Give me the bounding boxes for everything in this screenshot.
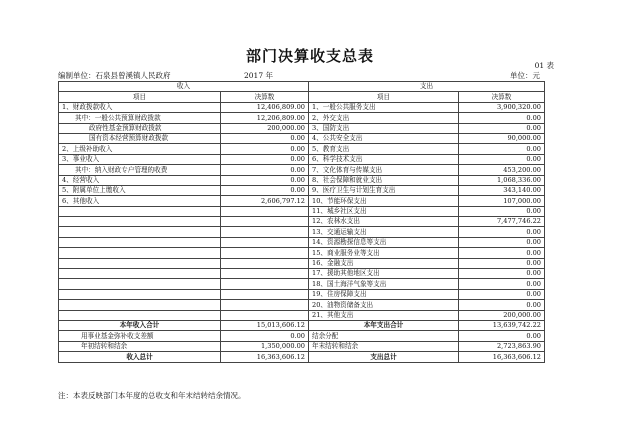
expense-item-cell: 9、医疗卫生与计划生育支出	[309, 185, 459, 195]
expense-total-amount: 16,363,606.12	[459, 352, 545, 362]
table-row	[59, 206, 545, 216]
income-amount-cell: 0.00	[221, 175, 309, 185]
income-item-cell: 2、上级补助收入	[59, 144, 221, 154]
income-amount-cell: 0.00	[221, 185, 309, 195]
income-item-cell	[59, 310, 221, 320]
expense-amount-cell: 90,000.00	[459, 133, 545, 143]
expense-amount-header: 决算数	[459, 92, 545, 102]
income-item-cell	[59, 237, 221, 247]
income-item-cell: 3、事业收入	[59, 154, 221, 164]
income-item-cell	[59, 206, 221, 216]
expense-item-cell: 14、资源勘探信息等支出	[309, 237, 459, 247]
income-item-header: 项目	[59, 92, 221, 102]
fiscal-year: 2017 年	[244, 71, 273, 80]
table-row	[59, 165, 545, 175]
expense-item-cell: 7、文化体育与传媒支出	[309, 165, 459, 175]
year-expense-total-label: 本年支出合计	[309, 320, 459, 330]
expense-amount-cell: 343,140.00	[459, 185, 545, 195]
expense-item-cell: 2、外交支出	[309, 113, 459, 123]
expense-item-cell: 3、国防支出	[309, 123, 459, 133]
expense-item-header: 项目	[309, 92, 459, 102]
expense-amount-cell: 0.00	[459, 154, 545, 164]
table-row	[59, 144, 545, 154]
table-row	[59, 123, 545, 133]
expense-item-cell: 16、金融支出	[309, 258, 459, 268]
end-balance-amount: 2,723,863.90	[459, 341, 545, 351]
expense-item-cell: 11、城乡社区支出	[309, 206, 459, 216]
table-row	[59, 217, 545, 227]
begin-balance-label: 年初结转和结余	[59, 341, 221, 351]
fund-gap-label: 用事业基金弥补收支差额	[59, 331, 221, 341]
year-income-total-label: 本年收入合计	[59, 320, 221, 330]
expense-item-cell: 6、科学技术支出	[309, 154, 459, 164]
column-header-row	[59, 92, 545, 102]
income-amount-cell: 0.00	[221, 154, 309, 164]
income-item-cell	[59, 289, 221, 299]
income-amount-header: 决算数	[221, 92, 309, 102]
table-row	[59, 102, 545, 112]
expense-amount-cell: 7,477,746.22	[459, 217, 545, 227]
income-amount-cell	[221, 206, 309, 216]
expense-item-cell: 4、公共安全支出	[309, 133, 459, 143]
income-item-cell	[59, 269, 221, 279]
table-row	[59, 175, 545, 185]
income-item-cell: 6、其他收入	[59, 196, 221, 206]
surplus-dist-amount: 0.00	[459, 331, 545, 341]
table-footer	[59, 320, 545, 362]
income-amount-cell: 2,606,797.12	[221, 196, 309, 206]
table-row	[59, 154, 545, 164]
footnote: 注：本表反映部门本年度的总收支和年末结转结余情况。	[58, 391, 246, 400]
table-row	[59, 227, 545, 237]
income-item-cell: 政府性基金预算财政拨款	[59, 123, 221, 133]
table-row	[59, 133, 545, 143]
expense-amount-cell: 3,900,320.00	[459, 102, 545, 112]
expense-amount-cell: 0.00	[459, 258, 545, 268]
grand-total-row	[59, 352, 545, 362]
expense-item-cell: 5、教育支出	[309, 144, 459, 154]
income-total-amount: 16,363,606.12	[221, 352, 309, 362]
income-item-cell: 1、财政拨款收入	[59, 102, 221, 112]
end-balance-label: 年末结转和结余	[309, 341, 459, 351]
fund-gap-amount: 0.00	[221, 331, 309, 341]
table-row	[59, 279, 545, 289]
income-amount-cell	[221, 258, 309, 268]
expense-item-cell: 19、住房保障支出	[309, 289, 459, 299]
expense-amount-cell: 0.00	[459, 113, 545, 123]
expense-item-cell: 20、油物资储备支出	[309, 300, 459, 310]
income-amount-cell: 0.00	[221, 133, 309, 143]
expense-amount-cell: 0.00	[459, 206, 545, 216]
year-total-row	[59, 320, 545, 330]
surplus-dist-label: 结余分配	[309, 331, 459, 341]
table-number: 01 表	[534, 61, 554, 70]
expense-amount-cell: 200,000.00	[459, 310, 545, 320]
income-item-cell	[59, 258, 221, 268]
fund-gap-row	[59, 331, 545, 341]
expense-amount-cell: 0.00	[459, 289, 545, 299]
income-amount-cell: 200,000.00	[221, 123, 309, 133]
income-item-cell: 国有资本经营预算财政拨款	[59, 133, 221, 143]
table-row	[59, 185, 545, 195]
budget-summary-table	[58, 81, 545, 363]
expense-amount-cell: 1,068,336.00	[459, 175, 545, 185]
expense-amount-cell: 0.00	[459, 279, 545, 289]
expense-item-cell: 10、节能环保支出	[309, 196, 459, 206]
income-amount-cell	[221, 269, 309, 279]
expense-item-cell: 21、其他支出	[309, 310, 459, 320]
income-item-cell	[59, 279, 221, 289]
year-income-total-amount: 15,013,606.12	[221, 320, 309, 330]
page-title: 部门决算收支总表	[245, 47, 374, 65]
expense-amount-cell: 453,200.00	[459, 165, 545, 175]
table-row	[59, 237, 545, 247]
income-item-cell: 4、经营收入	[59, 175, 221, 185]
expense-amount-cell: 0.00	[459, 123, 545, 133]
income-item-cell	[59, 300, 221, 310]
reporting-unit: 编制单位：石泉县曾溪镇人民政府	[58, 71, 171, 80]
currency-unit: 单位：元	[510, 71, 540, 80]
income-item-cell: 其中：纳入财政专户管理的收费	[59, 165, 221, 175]
income-amount-cell	[221, 248, 309, 258]
section-header-row	[59, 82, 545, 92]
income-item-cell	[59, 217, 221, 227]
income-amount-cell: 12,406,809.00	[221, 102, 309, 112]
expense-item-cell: 8、社会保障和就业支出	[309, 175, 459, 185]
table-row	[59, 196, 545, 206]
income-amount-cell: 0.00	[221, 144, 309, 154]
income-amount-cell: 12,206,809.00	[221, 113, 309, 123]
table-row	[59, 248, 545, 258]
income-item-cell	[59, 227, 221, 237]
expense-amount-cell: 0.00	[459, 269, 545, 279]
expense-section-header: 支出	[309, 82, 545, 92]
expense-item-cell: 17、援助其他地区支出	[309, 269, 459, 279]
expense-amount-cell: 0.00	[459, 144, 545, 154]
income-item-cell: 其中：一般公共预算财政拨款	[59, 113, 221, 123]
table-row	[59, 289, 545, 299]
income-item-cell	[59, 248, 221, 258]
table-row	[59, 269, 545, 279]
expense-amount-cell: 0.00	[459, 237, 545, 247]
table-body	[59, 82, 545, 321]
expense-item-cell: 1、一般公共服务支出	[309, 102, 459, 112]
year-expense-total-amount: 13,639,742.22	[459, 320, 545, 330]
table-row	[59, 300, 545, 310]
expense-item-cell: 13、交通运输支出	[309, 227, 459, 237]
income-item-cell: 5、附属单位上缴收入	[59, 185, 221, 195]
expense-amount-cell: 0.00	[459, 248, 545, 258]
expense-amount-cell: 107,000.00	[459, 196, 545, 206]
expense-item-cell: 12、农林水支出	[309, 217, 459, 227]
expense-amount-cell: 0.00	[459, 300, 545, 310]
begin-balance-amount: 1,350,000.00	[221, 341, 309, 351]
income-amount-cell	[221, 237, 309, 247]
table-row	[59, 258, 545, 268]
income-amount-cell	[221, 300, 309, 310]
income-amount-cell: 0.00	[221, 165, 309, 175]
income-total-label: 收入总计	[59, 352, 221, 362]
income-amount-cell	[221, 227, 309, 237]
income-section-header: 收入	[59, 82, 309, 92]
expense-item-cell: 18、国土海洋气象等支出	[309, 279, 459, 289]
expense-total-label: 支出总计	[309, 352, 459, 362]
meta-line	[58, 70, 540, 80]
income-amount-cell	[221, 289, 309, 299]
table-row	[59, 310, 545, 320]
balance-row	[59, 341, 545, 351]
income-amount-cell	[221, 217, 309, 227]
income-amount-cell	[221, 279, 309, 289]
table-row	[59, 113, 545, 123]
expense-item-cell: 15、商业服务业等支出	[309, 248, 459, 258]
expense-amount-cell: 0.00	[459, 227, 545, 237]
income-amount-cell	[221, 310, 309, 320]
